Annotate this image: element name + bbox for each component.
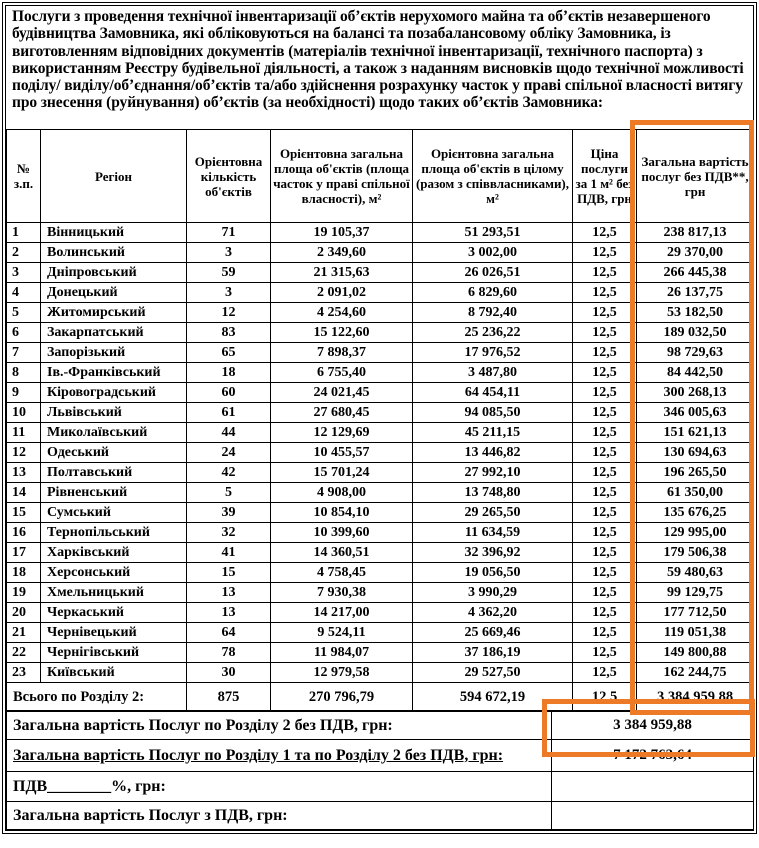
- row-cost: 135 676,25: [637, 503, 754, 523]
- row-area-total: 19 056,50: [413, 563, 573, 583]
- row-cost: 300 268,13: [637, 383, 754, 403]
- total-row: [7, 683, 754, 711]
- row-area-total: 13 446,82: [413, 443, 573, 463]
- col-header-price: Ціна послуги за 1 м² без ПДВ, грн: [573, 130, 637, 223]
- row-region: Одеський: [41, 443, 187, 463]
- row-cost: 53 182,50: [637, 303, 754, 323]
- row-cost: 130 694,63: [637, 443, 754, 463]
- row-count: 42: [187, 463, 271, 483]
- row-region: Сумський: [41, 503, 187, 523]
- row-num: 3: [7, 263, 41, 283]
- table-row: [7, 243, 754, 263]
- col-header-num: № з.п.: [7, 130, 41, 223]
- summary-row: [7, 802, 754, 830]
- row-count: 3: [187, 243, 271, 263]
- row-num: 19: [7, 583, 41, 603]
- row-num: 10: [7, 403, 41, 423]
- row-count: 15: [187, 563, 271, 583]
- row-area-total: 64 454,11: [413, 383, 573, 403]
- row-num: 17: [7, 543, 41, 563]
- col-header-region: Регіон: [41, 130, 187, 223]
- summary-row: [7, 712, 754, 740]
- row-price: 12,5: [573, 243, 637, 263]
- row-count: 13: [187, 583, 271, 603]
- row-cost: 84 442,50: [637, 363, 754, 383]
- row-num: 4: [7, 283, 41, 303]
- row-area-share: 10 399,60: [271, 523, 413, 543]
- summary-label: ПДВ________%, грн:: [7, 772, 552, 802]
- row-region: Рівненський: [41, 483, 187, 503]
- row-count: 71: [187, 223, 271, 243]
- row-area-total: 94 085,50: [413, 403, 573, 423]
- row-region: Житомирський: [41, 303, 187, 323]
- row-count: 3: [187, 283, 271, 303]
- row-area-total: 25 669,46: [413, 623, 573, 643]
- row-num: 11: [7, 423, 41, 443]
- row-area-share: 4 254,60: [271, 303, 413, 323]
- table-row: [7, 383, 754, 403]
- row-cost: 26 137,75: [637, 283, 754, 303]
- row-area-share: 9 524,11: [271, 623, 413, 643]
- summary-value: 3 384 959,88: [552, 712, 754, 740]
- table-row: [7, 483, 754, 503]
- row-area-share: 7 898,37: [271, 343, 413, 363]
- row-cost: 162 244,75: [637, 663, 754, 683]
- row-area-share: 12 979,58: [271, 663, 413, 683]
- total-count: 875: [187, 683, 271, 711]
- table-row: [7, 523, 754, 543]
- row-area-total: 11 634,59: [413, 523, 573, 543]
- row-count: 83: [187, 323, 271, 343]
- row-count: 18: [187, 363, 271, 383]
- row-area-total: 6 829,60: [413, 283, 573, 303]
- table-row: [7, 223, 754, 243]
- row-area-share: 10 854,10: [271, 503, 413, 523]
- row-area-total: 51 293,51: [413, 223, 573, 243]
- row-count: 44: [187, 423, 271, 443]
- table-header-row: [7, 130, 754, 223]
- row-cost: 29 370,00: [637, 243, 754, 263]
- table-row: [7, 543, 754, 563]
- row-area-total: 3 990,29: [413, 583, 573, 603]
- row-count: 24: [187, 443, 271, 463]
- row-cost: 149 800,88: [637, 643, 754, 663]
- row-cost: 98 729,63: [637, 343, 754, 363]
- table-row: [7, 323, 754, 343]
- row-price: 12,5: [573, 503, 637, 523]
- table-row: [7, 603, 754, 623]
- row-region: Київський: [41, 663, 187, 683]
- row-count: 60: [187, 383, 271, 403]
- row-cost: 119 051,38: [637, 623, 754, 643]
- row-cost: 129 995,00: [637, 523, 754, 543]
- row-price: 12,5: [573, 663, 637, 683]
- row-price: 12,5: [573, 383, 637, 403]
- summary-value: 7 172 763,64: [552, 740, 754, 772]
- table-row: [7, 643, 754, 663]
- table-row: [7, 283, 754, 303]
- row-num: 5: [7, 303, 41, 323]
- row-price: 12,5: [573, 423, 637, 443]
- summary-label: Загальна вартість Послуг по Розділу 2 без ПДВ, грн:: [7, 712, 552, 740]
- row-cost: 238 817,13: [637, 223, 754, 243]
- row-area-total: 37 186,19: [413, 643, 573, 663]
- row-area-total: 3 002,00: [413, 243, 573, 263]
- table-row: [7, 623, 754, 643]
- row-area-total: 8 792,40: [413, 303, 573, 323]
- row-num: 21: [7, 623, 41, 643]
- table-row: [7, 583, 754, 603]
- row-cost: 61 350,00: [637, 483, 754, 503]
- row-cost: 196 265,50: [637, 463, 754, 483]
- row-count: 59: [187, 263, 271, 283]
- row-num: 14: [7, 483, 41, 503]
- row-region: Ів.-Франківський: [41, 363, 187, 383]
- row-num: 7: [7, 343, 41, 363]
- row-price: 12,5: [573, 643, 637, 663]
- row-num: 16: [7, 523, 41, 543]
- row-num: 23: [7, 663, 41, 683]
- table-row: [7, 343, 754, 363]
- row-region: Тернопільський: [41, 523, 187, 543]
- row-price: 12,5: [573, 463, 637, 483]
- summary-row: [7, 772, 754, 802]
- row-num: 13: [7, 463, 41, 483]
- row-area-share: 2 091,02: [271, 283, 413, 303]
- row-price: 12,5: [573, 563, 637, 583]
- row-region: Донецький: [41, 283, 187, 303]
- summary-value: [552, 772, 754, 802]
- row-region: Кіровоградський: [41, 383, 187, 403]
- col-header-area-share: Орієнтовна загальна площа об'єктів (площа часток у праві спільної власності), м²: [271, 130, 413, 223]
- services-table: [6, 129, 754, 711]
- row-num: 9: [7, 383, 41, 403]
- col-header-area-total: Орієнтовна загальна площа об'єктів в цілому (разом з співвласниками), м²: [413, 130, 573, 223]
- row-price: 12,5: [573, 363, 637, 383]
- row-area-total: 25 236,22: [413, 323, 573, 343]
- row-price: 12,5: [573, 283, 637, 303]
- row-region: Чернівецький: [41, 623, 187, 643]
- row-count: 65: [187, 343, 271, 363]
- row-region: Хмельницький: [41, 583, 187, 603]
- row-price: 12,5: [573, 623, 637, 643]
- row-region: Миколаївський: [41, 423, 187, 443]
- summary-row: [7, 740, 754, 772]
- row-cost: 59 480,63: [637, 563, 754, 583]
- row-num: 1: [7, 223, 41, 243]
- row-count: 13: [187, 603, 271, 623]
- table-row: [7, 663, 754, 683]
- row-price: 12,5: [573, 263, 637, 283]
- row-count: 61: [187, 403, 271, 423]
- row-price: 12,5: [573, 583, 637, 603]
- row-area-total: 13 748,80: [413, 483, 573, 503]
- row-num: 12: [7, 443, 41, 463]
- summary-label: Загальна вартість Послуг з ПДВ, грн:: [7, 802, 552, 830]
- row-price: 12,5: [573, 523, 637, 543]
- row-region: Вінницький: [41, 223, 187, 243]
- row-region: Чернігівський: [41, 643, 187, 663]
- row-num: 18: [7, 563, 41, 583]
- row-price: 12,5: [573, 443, 637, 463]
- row-area-total: 29 527,50: [413, 663, 573, 683]
- table-row: [7, 503, 754, 523]
- row-count: 64: [187, 623, 271, 643]
- row-price: 12,5: [573, 343, 637, 363]
- row-region: Запорізький: [41, 343, 187, 363]
- row-region: Черкаський: [41, 603, 187, 623]
- table-row: [7, 423, 754, 443]
- row-area-share: 27 680,45: [271, 403, 413, 423]
- row-count: 12: [187, 303, 271, 323]
- row-area-share: 19 105,37: [271, 223, 413, 243]
- total-row-label: Всього по Розділу 2:: [7, 683, 187, 711]
- row-price: 12,5: [573, 543, 637, 563]
- row-area-total: 32 396,92: [413, 543, 573, 563]
- row-area-total: 27 992,10: [413, 463, 573, 483]
- col-header-total-cost: Загальна вартість послуг без ПДВ**, грн: [637, 130, 754, 223]
- row-cost: 151 621,13: [637, 423, 754, 443]
- row-region: Волинський: [41, 243, 187, 263]
- row-count: 5: [187, 483, 271, 503]
- table-row: [7, 463, 754, 483]
- row-area-share: 10 455,57: [271, 443, 413, 463]
- row-num: 8: [7, 363, 41, 383]
- summary-table: [6, 711, 754, 830]
- row-cost: 179 506,38: [637, 543, 754, 563]
- row-area-share: 14 360,51: [271, 543, 413, 563]
- row-region: Херсонський: [41, 563, 187, 583]
- row-num: 22: [7, 643, 41, 663]
- row-price: 12,5: [573, 603, 637, 623]
- row-cost: 266 445,38: [637, 263, 754, 283]
- row-count: 78: [187, 643, 271, 663]
- row-area-share: 21 315,63: [271, 263, 413, 283]
- row-area-share: 11 984,07: [271, 643, 413, 663]
- table-row: [7, 363, 754, 383]
- document-frame: [2, 2, 757, 834]
- row-region: Дніпровський: [41, 263, 187, 283]
- row-area-total: 26 026,51: [413, 263, 573, 283]
- row-region: Львівський: [41, 403, 187, 423]
- row-area-total: 29 265,50: [413, 503, 573, 523]
- row-count: 30: [187, 663, 271, 683]
- row-cost: 189 032,50: [637, 323, 754, 343]
- row-price: 12,5: [573, 223, 637, 243]
- row-area-total: 3 487,80: [413, 363, 573, 383]
- total-area-total: 594 672,19: [413, 683, 573, 711]
- summary-label: Загальна вартість Послуг по Розділу 1 та по Розділу 2 без ПДВ, грн:: [7, 740, 552, 772]
- row-region: Закарпатський: [41, 323, 187, 343]
- row-area-total: 4 362,20: [413, 603, 573, 623]
- row-region: Полтавський: [41, 463, 187, 483]
- row-area-share: 7 930,38: [271, 583, 413, 603]
- row-cost: 177 712,50: [637, 603, 754, 623]
- row-price: 12,5: [573, 483, 637, 503]
- row-cost: 346 005,63: [637, 403, 754, 423]
- table-row: [7, 563, 754, 583]
- row-area-share: 15 701,24: [271, 463, 413, 483]
- row-area-share: 6 755,40: [271, 363, 413, 383]
- table-row: [7, 263, 754, 283]
- row-price: 12,5: [573, 323, 637, 343]
- row-area-total: 45 211,15: [413, 423, 573, 443]
- row-count: 32: [187, 523, 271, 543]
- row-price: 12,5: [573, 303, 637, 323]
- row-num: 2: [7, 243, 41, 263]
- row-count: 39: [187, 503, 271, 523]
- row-area-share: 15 122,60: [271, 323, 413, 343]
- row-num: 20: [7, 603, 41, 623]
- row-area-share: 12 129,69: [271, 423, 413, 443]
- row-area-share: 24 021,45: [271, 383, 413, 403]
- row-price: 12,5: [573, 403, 637, 423]
- row-area-share: 14 217,00: [271, 603, 413, 623]
- table-row: [7, 303, 754, 323]
- row-area-share: 4 758,45: [271, 563, 413, 583]
- row-area-share: 2 349,60: [271, 243, 413, 263]
- row-cost: 99 129,75: [637, 583, 754, 603]
- row-region: Харківський: [41, 543, 187, 563]
- row-num: 6: [7, 323, 41, 343]
- intro-paragraph: Послуги з проведення технічної інвентаризації об’єктів нерухомого майна та об’єктів незавершеного будівництва Замовника, які обліковуються на балансі та позабалансовому обліку Замовника, із виготовленням відповідних документів (матеріалів технічної інвентаризації, технічного паспорта) з використанням Реєстру будівельної діяльності, а також з наданням висновків щодо технічної можливості поділу/ виділу/об’єднання/об’єктів та/або здійснення розрахунку часток у праві спільної власності витягу про знесення (руйнування) об’єктів (за необхідності) щодо таких об’єктів Замовника:: [12, 8, 744, 112]
- table-row: [7, 443, 754, 463]
- total-area-share: 270 796,79: [271, 683, 413, 711]
- total-price: 12,5: [573, 683, 637, 711]
- row-count: 41: [187, 543, 271, 563]
- summary-value: [552, 802, 754, 830]
- total-cost: 3 384 959,88: [637, 683, 754, 711]
- row-area-share: 4 908,00: [271, 483, 413, 503]
- row-num: 15: [7, 503, 41, 523]
- col-header-count: Орієнтовна кількість об'єктів: [187, 130, 271, 223]
- table-row: [7, 403, 754, 423]
- row-area-total: 17 976,52: [413, 343, 573, 363]
